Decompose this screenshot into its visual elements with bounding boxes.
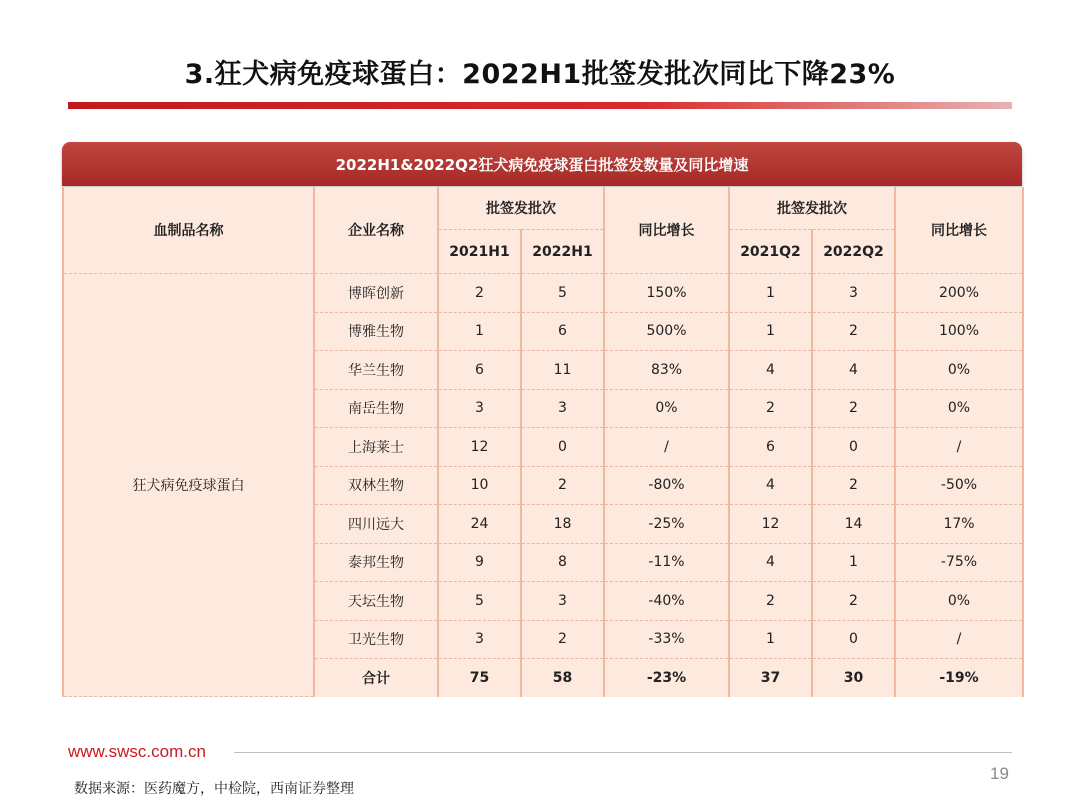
h1-yoy-cell: 83% [604,351,729,390]
source-note: 数据来源：医药魔方，中检院，西南证券整理 [74,781,354,797]
q2-yoy-cell: -75% [895,543,1023,582]
h1-2022-cell: 2 [521,466,604,505]
h1-2021-cell: 6 [438,351,521,390]
h1-2021-cell: 10 [438,466,521,505]
q2-2021-cell: 1 [729,274,812,313]
q2-2022-cell: 2 [812,312,895,351]
q2-2022-cell: 2 [812,466,895,505]
q2-yoy-cell: 200% [895,274,1023,313]
total-q2-yoy-cell: -19% [895,659,1023,697]
header-h1-batches: 批签发批次 [438,187,604,230]
total-h1-2021-cell: 75 [438,659,521,697]
h1-2022-cell: 6 [521,312,604,351]
header-q2-yoy: 同比增长 [895,187,1023,274]
total-company-cell: 合计 [314,659,438,697]
h1-yoy-cell: / [604,428,729,467]
company-cell: 上海莱士 [314,428,438,467]
company-cell: 天坛生物 [314,582,438,621]
h1-2022-cell: 5 [521,274,604,313]
h1-2021-cell: 1 [438,312,521,351]
table-title: 2022H1&2022Q2狂犬病免疫球蛋白批签发数量及同比增速 [335,155,749,174]
slide-title: 3.狂犬病免疫球蛋白：2022H1批签发批次同比下降23% [184,59,896,90]
batch-approval-table [62,187,1024,697]
product-name-cell: 狂犬病免疫球蛋白 [63,274,314,697]
page-number: 19 [990,764,1009,783]
q2-2021-cell: 4 [729,543,812,582]
header-2022h1: 2022H1 [521,230,604,274]
q2-yoy-cell: / [895,428,1023,467]
h1-yoy-cell: -80% [604,466,729,505]
q2-2021-cell: 6 [729,428,812,467]
q2-2021-cell: 2 [729,582,812,621]
h1-2021-cell: 5 [438,582,521,621]
q2-2021-cell: 1 [729,620,812,659]
title-underline [68,102,1012,109]
q2-2022-cell: 2 [812,582,895,621]
company-cell: 南岳生物 [314,389,438,428]
q2-yoy-cell: 17% [895,505,1023,544]
h1-yoy-cell: -40% [604,582,729,621]
company-cell: 华兰生物 [314,351,438,390]
total-h1-yoy-cell: -23% [604,659,729,697]
company-cell: 双林生物 [314,466,438,505]
total-h1-2022-cell: 58 [521,659,604,697]
q2-2022-cell: 0 [812,428,895,467]
header-product: 血制品名称 [63,187,314,274]
h1-2022-cell: 18 [521,505,604,544]
total-q2-2022-cell: 30 [812,659,895,697]
footer-divider [234,752,1012,753]
header-company: 企业名称 [314,187,438,274]
company-cell: 卫光生物 [314,620,438,659]
company-cell: 博雅生物 [314,312,438,351]
q2-2021-cell: 4 [729,351,812,390]
q2-2022-cell: 0 [812,620,895,659]
h1-2022-cell: 0 [521,428,604,467]
table-row [63,274,1023,313]
h1-yoy-cell: 150% [604,274,729,313]
table-title-banner [62,142,1022,186]
header-2022q2: 2022Q2 [812,230,895,274]
h1-2021-cell: 12 [438,428,521,467]
header-2021q2: 2021Q2 [729,230,812,274]
h1-yoy-cell: 500% [604,312,729,351]
h1-2021-cell: 24 [438,505,521,544]
h1-2022-cell: 3 [521,389,604,428]
company-cell: 泰邦生物 [314,543,438,582]
header-2021h1: 2021H1 [438,230,521,274]
footer-website: www.swsc.com.cn [68,742,206,761]
q2-2021-cell: 2 [729,389,812,428]
header-q2-batches: 批签发批次 [729,187,895,230]
h1-2022-cell: 2 [521,620,604,659]
q2-2022-cell: 1 [812,543,895,582]
q2-yoy-cell: 0% [895,389,1023,428]
q2-2021-cell: 12 [729,505,812,544]
h1-2021-cell: 3 [438,389,521,428]
q2-2021-cell: 1 [729,312,812,351]
h1-yoy-cell: -25% [604,505,729,544]
q2-yoy-cell: / [895,620,1023,659]
company-cell: 四川远大 [314,505,438,544]
q2-yoy-cell: -50% [895,466,1023,505]
company-cell: 博晖创新 [314,274,438,313]
h1-2022-cell: 11 [521,351,604,390]
q2-2022-cell: 3 [812,274,895,313]
h1-2021-cell: 3 [438,620,521,659]
q2-2022-cell: 14 [812,505,895,544]
q2-2021-cell: 4 [729,466,812,505]
h1-2022-cell: 3 [521,582,604,621]
h1-2021-cell: 2 [438,274,521,313]
q2-2022-cell: 2 [812,389,895,428]
q2-yoy-cell: 0% [895,351,1023,390]
q2-yoy-cell: 100% [895,312,1023,351]
h1-2022-cell: 8 [521,543,604,582]
h1-2021-cell: 9 [438,543,521,582]
q2-yoy-cell: 0% [895,582,1023,621]
q2-2022-cell: 4 [812,351,895,390]
h1-yoy-cell: 0% [604,389,729,428]
header-h1-yoy: 同比增长 [604,187,729,274]
h1-yoy-cell: -11% [604,543,729,582]
h1-yoy-cell: -33% [604,620,729,659]
total-q2-2021-cell: 37 [729,659,812,697]
